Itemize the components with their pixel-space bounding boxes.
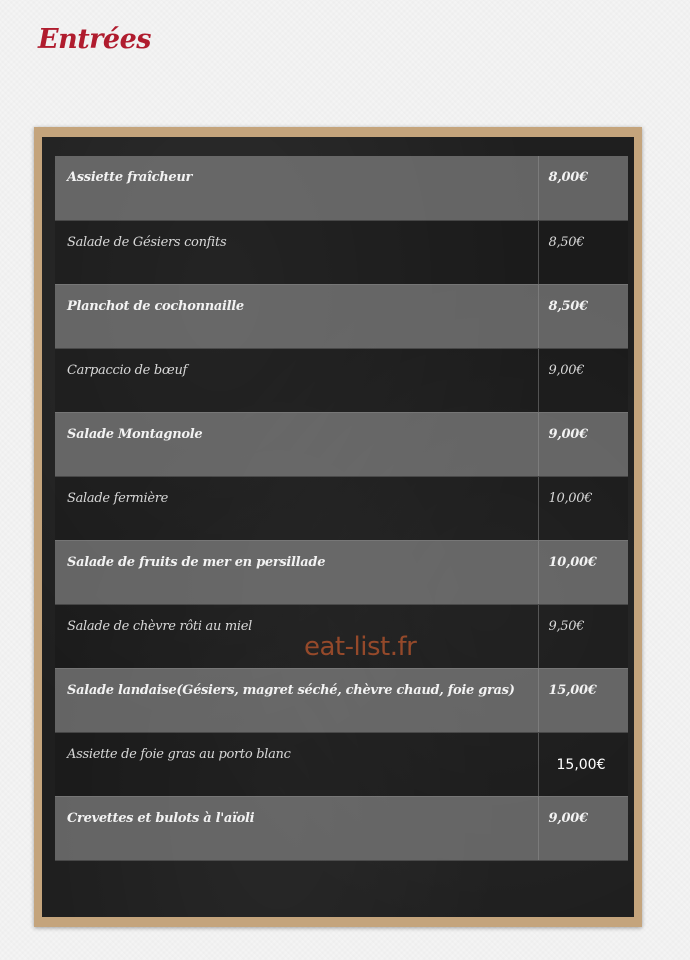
dish-name: Salade fermière — [55, 476, 538, 540]
menu-row — [55, 220, 628, 284]
dish-price: 9,00€ — [538, 412, 628, 476]
dish-price: 8,50€ — [538, 284, 628, 348]
menu-row — [55, 284, 628, 348]
dish-price: 9,00€ — [538, 796, 628, 860]
dish-price: 8,00€ — [538, 156, 628, 220]
dish-name: Salade landaise(Gésiers, magret séché, chèvre chaud, foie gras) — [55, 668, 538, 732]
menu-row — [55, 540, 628, 604]
dish-name: Salade de Gésiers confits — [55, 220, 538, 284]
dish-name: Assiette de foie gras au porto blanc — [55, 732, 538, 796]
dish-name: Carpaccio de bœuf — [55, 348, 538, 412]
menu-table — [55, 156, 628, 861]
dish-name: Salade de chèvre rôti au miel — [55, 604, 538, 668]
page-title: Entrées — [38, 24, 151, 55]
chalkboard-frame — [34, 127, 642, 927]
menu-row — [55, 412, 628, 476]
watermark: eat-list.fr — [304, 632, 417, 662]
dish-price: 9,50€ — [538, 604, 628, 668]
dish-name: Crevettes et bulots à l'aïoli — [55, 796, 538, 860]
dish-name: Planchot de cochonnaille — [55, 284, 538, 348]
dish-price: 10,00€ — [538, 476, 628, 540]
dish-name: Assiette fraîcheur — [55, 156, 538, 220]
dish-price: 15,00€ — [538, 668, 628, 732]
dish-name: Salade Montagnole — [55, 412, 538, 476]
menu-row — [55, 348, 628, 412]
dish-name: Salade de fruits de mer en persillade — [55, 540, 538, 604]
dish-price: 9,00€ — [538, 348, 628, 412]
menu-row — [55, 156, 628, 220]
dish-price: 8,50€ — [538, 220, 628, 284]
dish-price: 10,00€ — [538, 540, 628, 604]
menu-row — [55, 668, 628, 732]
menu-row — [55, 732, 628, 796]
menu-row — [55, 796, 628, 860]
menu-row — [55, 476, 628, 540]
chalkboard — [42, 137, 634, 917]
dish-price: 15,00€ — [538, 732, 628, 796]
